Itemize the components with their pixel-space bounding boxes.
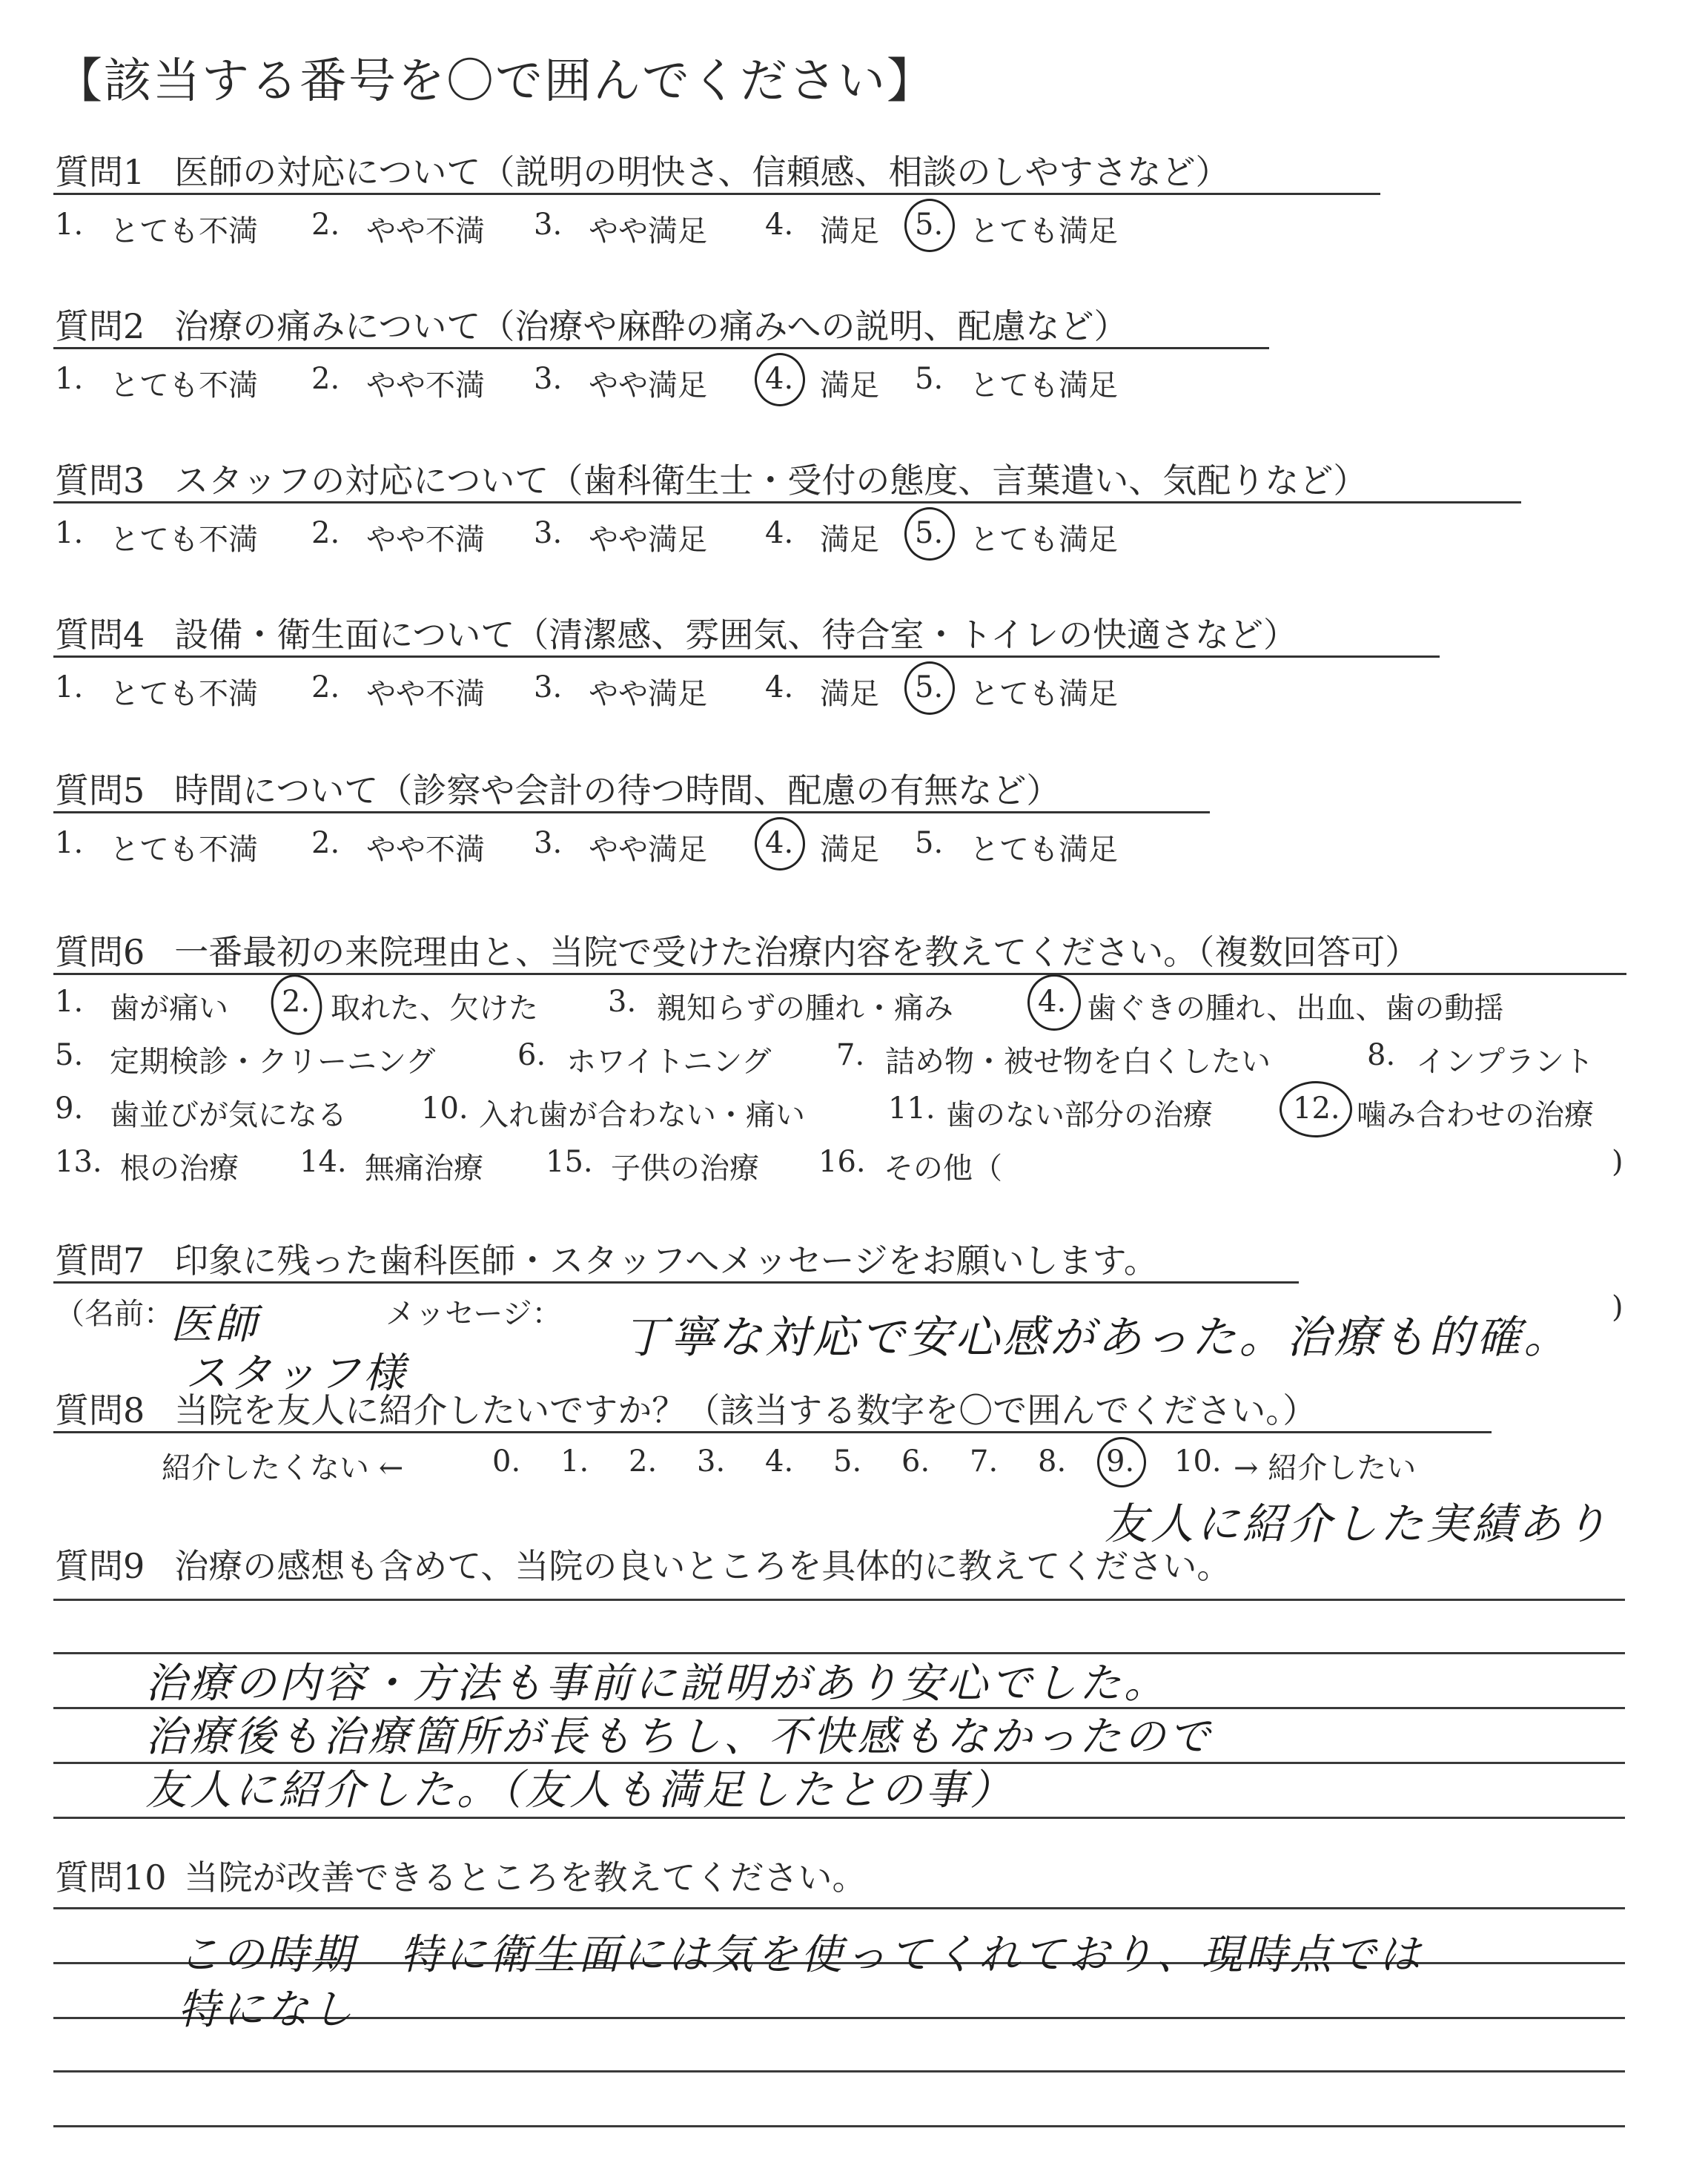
q6-opt-12-num[interactable]: 12. bbox=[1293, 1091, 1340, 1126]
q10-answer-line-1[interactable]: この時期 特に衛生面には気を使ってくれており、現時点では bbox=[178, 1931, 1423, 1979]
q1-option-1-num[interactable]: 1. bbox=[55, 208, 84, 242]
q2-option-5-num[interactable]: 5. bbox=[915, 362, 944, 396]
page-title: 【該当する番号を〇で囲んでください】 bbox=[55, 54, 936, 109]
q6-label: 質問6 bbox=[55, 932, 145, 972]
q4-option-3-num[interactable]: 3. bbox=[534, 670, 563, 704]
q6-opt-15-text: 子供の治療 bbox=[611, 1152, 759, 1186]
q10-heading bbox=[55, 1851, 867, 1900]
selected-circle bbox=[755, 817, 805, 871]
q3-option-4-text: 満足 bbox=[820, 523, 879, 557]
q1-option-4-text: 満足 bbox=[820, 214, 879, 248]
q6-opt-12-text: 噛み合わせの治療 bbox=[1357, 1098, 1594, 1132]
q9-answer-line-3[interactable]: 友人に紹介した。（友人も満足したとの事） bbox=[145, 1766, 1014, 1814]
q2-option-4-text: 満足 bbox=[820, 369, 879, 403]
q6-opt-14-num: 14. bbox=[299, 1145, 347, 1179]
selected-circle bbox=[904, 199, 955, 252]
q7-name-label: （名前： bbox=[55, 1297, 173, 1331]
q6-opt-11-text: 歯のない部分の治療 bbox=[946, 1098, 1213, 1132]
q9-heading bbox=[55, 1539, 1231, 1588]
q3-option-3-num[interactable]: 3. bbox=[534, 516, 563, 550]
q8-scale-8[interactable]: 8. bbox=[1038, 1444, 1067, 1479]
q1-option-5-text: とても満足 bbox=[970, 214, 1118, 248]
q6-opt-3-num: 3. bbox=[608, 985, 637, 1019]
q6-opt-3-text: 親知らずの腫れ・痛み bbox=[657, 991, 953, 1025]
q9-ruled-line-5 bbox=[53, 1817, 1625, 1819]
q6-text: 一番最初の来院理由と、当院で受けた治療内容を教えてください。（複数回答可） bbox=[174, 932, 1420, 972]
q5-option-3-num[interactable]: 3. bbox=[534, 826, 563, 860]
q4-option-4-text: 満足 bbox=[820, 677, 879, 711]
q2-option-2-num[interactable]: 2. bbox=[311, 362, 340, 396]
q8-scale-5[interactable]: 5. bbox=[833, 1444, 862, 1479]
q1-underline bbox=[53, 193, 1380, 195]
q4-underline bbox=[53, 655, 1440, 658]
q6-opt-4-num[interactable]: 4. bbox=[1038, 985, 1066, 1019]
q7-message-value[interactable]: 丁寧な対応で安心感があった。治療も的確。 bbox=[623, 1312, 1572, 1364]
q10-ruled-line-1 bbox=[53, 1907, 1625, 1909]
q4-option-5-num[interactable]: 5. bbox=[915, 670, 943, 704]
selected-circle bbox=[904, 661, 955, 715]
q6-opt-13-text: 根の治療 bbox=[120, 1152, 239, 1186]
q3-option-5-text: とても満足 bbox=[970, 523, 1118, 557]
q6-opt-5-num: 5. bbox=[55, 1038, 84, 1072]
q8-right-label: → 紹介したい bbox=[1234, 1451, 1417, 1485]
q8-scale-10[interactable]: 10. bbox=[1174, 1444, 1222, 1479]
q2-option-3-num[interactable]: 3. bbox=[534, 362, 563, 396]
q5-text: 時間について（診察や会計の待つ時間、配慮の有無など） bbox=[174, 770, 1061, 810]
q3-text: スタッフの対応について（歯科衛生士・受付の態度、言葉遣い、気配りなど） bbox=[174, 460, 1368, 501]
q5-option-2-num[interactable]: 2. bbox=[311, 826, 340, 860]
q4-option-1-num[interactable]: 1. bbox=[55, 670, 84, 704]
q9-answer-line-1[interactable]: 治療の内容・方法も事前に説明があり安心でした。 bbox=[145, 1659, 1168, 1708]
q5-option-2-text: やや不満 bbox=[366, 833, 485, 867]
q6-opt-10-num: 10. bbox=[421, 1091, 469, 1126]
q8-label: 質問8 bbox=[55, 1390, 145, 1430]
q7-heading bbox=[55, 1234, 1158, 1283]
q4-option-4-num[interactable]: 4. bbox=[765, 670, 794, 704]
q10-text: 当院が改善できるところを教えてください。 bbox=[184, 1857, 867, 1898]
q4-label: 質問4 bbox=[55, 615, 145, 655]
q5-option-1-num[interactable]: 1. bbox=[55, 826, 84, 860]
q10-answer-line-2[interactable]: 特になし bbox=[178, 1986, 356, 2034]
q8-scale-3[interactable]: 3. bbox=[697, 1444, 726, 1479]
q4-option-3-text: やや満足 bbox=[589, 677, 707, 711]
q6-opt-6-text: ホワイトニング bbox=[566, 1045, 772, 1079]
q6-opt-6-num: 6. bbox=[517, 1038, 546, 1072]
q10-label: 質問10 bbox=[55, 1857, 167, 1898]
q2-option-5-text: とても満足 bbox=[970, 369, 1118, 403]
q2-option-3-text: やや満足 bbox=[589, 369, 707, 403]
q6-opt-7-num: 7. bbox=[836, 1038, 865, 1072]
q6-opt-16-close: ) bbox=[1612, 1145, 1623, 1179]
q5-label: 質問5 bbox=[55, 770, 145, 810]
q6-opt-8-text: インプラント bbox=[1416, 1045, 1594, 1079]
q3-heading bbox=[55, 454, 1367, 503]
q2-option-2-text: やや不満 bbox=[366, 369, 485, 403]
q6-opt-1-num: 1. bbox=[55, 985, 84, 1019]
q6-opt-9-text: 歯並びが気になる bbox=[110, 1098, 347, 1132]
q2-heading bbox=[55, 300, 1128, 349]
q6-opt-7-text: 詰め物・被せ物を白くしたい bbox=[885, 1045, 1271, 1079]
q5-heading bbox=[55, 764, 1060, 813]
q6-opt-4-text: 歯ぐきの腫れ、出血、歯の動揺 bbox=[1087, 991, 1504, 1025]
q4-option-1-text: とても不満 bbox=[110, 677, 258, 711]
q3-underline bbox=[53, 501, 1521, 503]
q6-opt-8-num: 8. bbox=[1367, 1038, 1396, 1072]
selected-circle bbox=[1027, 974, 1081, 1031]
q8-text: 当院を友人に紹介したいですか？（該当する数字を〇で囲んでください。） bbox=[174, 1390, 1317, 1430]
q1-heading bbox=[55, 145, 1230, 194]
q5-option-1-text: とても不満 bbox=[110, 833, 258, 867]
q9-ruled-line-1 bbox=[53, 1599, 1625, 1601]
q4-option-2-text: やや不満 bbox=[366, 677, 485, 711]
q8-underline bbox=[53, 1431, 1492, 1433]
q1-option-2-text: やや不満 bbox=[366, 214, 485, 248]
q6-opt-16-num: 16. bbox=[818, 1145, 866, 1179]
q7-close-paren: ) bbox=[1612, 1290, 1623, 1324]
q5-option-5-text: とても満足 bbox=[970, 833, 1118, 867]
q6-opt-2-text: 取れた、欠けた bbox=[331, 991, 538, 1025]
q2-label: 質問2 bbox=[55, 306, 145, 346]
q2-text: 治療の痛みについて（治療や麻酔の痛みへの説明、配慮など） bbox=[174, 306, 1128, 346]
selected-circle bbox=[265, 970, 328, 1040]
q5-option-5-num[interactable]: 5. bbox=[915, 826, 944, 860]
q2-option-1-text: とても不満 bbox=[110, 369, 258, 403]
q9-label: 質問9 bbox=[55, 1546, 145, 1586]
selected-circle bbox=[904, 507, 955, 561]
q6-opt-15-num: 15. bbox=[546, 1145, 593, 1179]
q3-option-2-text: やや不満 bbox=[366, 523, 485, 557]
q3-label: 質問3 bbox=[55, 460, 145, 501]
q2-underline bbox=[53, 347, 1269, 349]
q2-option-1-num[interactable]: 1. bbox=[55, 362, 84, 396]
q8-note[interactable]: 友人に紹介した実績あり bbox=[1105, 1499, 1611, 1549]
q6-opt-13-num: 13. bbox=[55, 1145, 102, 1179]
q1-option-3-num[interactable]: 3. bbox=[534, 208, 563, 242]
q5-option-3-text: やや満足 bbox=[589, 833, 707, 867]
q6-opt-5-text: 定期検診・クリーニング bbox=[110, 1045, 436, 1079]
q1-option-2-num[interactable]: 2. bbox=[311, 208, 340, 242]
q1-option-1-text: とても不満 bbox=[110, 214, 258, 248]
q7-text: 印象に残った歯科医師・スタッフへメッセージをお願いします。 bbox=[174, 1241, 1158, 1281]
q6-heading bbox=[55, 925, 1419, 974]
q3-option-5-num[interactable]: 5. bbox=[915, 516, 943, 550]
q6-opt-9-num: 9. bbox=[55, 1091, 84, 1126]
q8-left-label: 紹介したくない ← bbox=[162, 1451, 404, 1485]
q4-text: 設備・衛生面について（清潔感、雰囲気、待合室・トイレの快適さなど） bbox=[174, 615, 1298, 655]
q5-option-4-text: 満足 bbox=[820, 833, 879, 867]
selected-circle bbox=[1097, 1437, 1146, 1487]
q8-heading bbox=[55, 1384, 1317, 1433]
q1-option-5-num[interactable]: 5. bbox=[915, 208, 943, 242]
q2-option-4-num[interactable]: 4. bbox=[765, 362, 793, 396]
q6-opt-2-num[interactable]: 2. bbox=[282, 985, 310, 1019]
q6-opt-11-num: 11. bbox=[888, 1091, 936, 1126]
q7-name-value-1[interactable]: 医師 bbox=[171, 1301, 259, 1349]
q8-scale-2[interactable]: 2. bbox=[629, 1444, 658, 1479]
q6-opt-16-text: その他（ bbox=[884, 1152, 1002, 1186]
q3-option-2-num[interactable]: 2. bbox=[311, 516, 340, 550]
q8-scale-7[interactable]: 7. bbox=[970, 1444, 999, 1479]
q8-scale-4[interactable]: 4. bbox=[765, 1444, 794, 1479]
q8-scale-9[interactable]: 9. bbox=[1106, 1444, 1134, 1479]
q9-answer-line-2[interactable]: 治療後も治療箇所が長もちし、不快感もなかったので bbox=[145, 1713, 1213, 1761]
q7-name-value-2[interactable]: スタッフ様 bbox=[185, 1350, 408, 1398]
q8-scale-6[interactable]: 6. bbox=[901, 1444, 930, 1479]
q1-label: 質問1 bbox=[55, 152, 145, 192]
q3-option-1-text: とても不満 bbox=[110, 523, 258, 557]
selected-circle bbox=[1280, 1081, 1352, 1137]
q8-scale-1[interactable]: 1. bbox=[560, 1444, 589, 1479]
q3-option-4-num[interactable]: 4. bbox=[765, 516, 794, 550]
q7-message-label: メッセージ： bbox=[385, 1297, 562, 1331]
q8-scale-0[interactable]: 0. bbox=[492, 1444, 521, 1479]
q4-option-2-num[interactable]: 2. bbox=[311, 670, 340, 704]
q6-opt-14-text: 無痛治療 bbox=[365, 1152, 483, 1186]
q4-heading bbox=[55, 608, 1297, 657]
q6-opt-10-text: 入れ歯が合わない・痛い bbox=[479, 1098, 805, 1132]
q7-label: 質問7 bbox=[55, 1241, 145, 1281]
q9-text: 治療の感想も含めて、当院の良いところを具体的に教えてください。 bbox=[174, 1546, 1231, 1586]
q10-ruled-line-4 bbox=[53, 2070, 1625, 2073]
q3-option-1-num[interactable]: 1. bbox=[55, 516, 84, 550]
q5-option-4-num[interactable]: 4. bbox=[765, 826, 793, 860]
selected-circle bbox=[755, 353, 805, 406]
q3-option-3-text: やや満足 bbox=[589, 523, 707, 557]
q1-option-3-text: やや満足 bbox=[589, 214, 707, 248]
q10-ruled-line-5 bbox=[53, 2125, 1625, 2127]
q4-option-5-text: とても満足 bbox=[970, 677, 1118, 711]
q5-underline bbox=[53, 811, 1210, 813]
q7-underline bbox=[53, 1281, 1299, 1284]
q1-text: 医師の対応について（説明の明快さ、信頼感、相談のしやすさなど） bbox=[174, 152, 1230, 192]
q6-opt-1-text: 歯が痛い bbox=[110, 991, 228, 1025]
q1-option-4-num[interactable]: 4. bbox=[765, 208, 794, 242]
